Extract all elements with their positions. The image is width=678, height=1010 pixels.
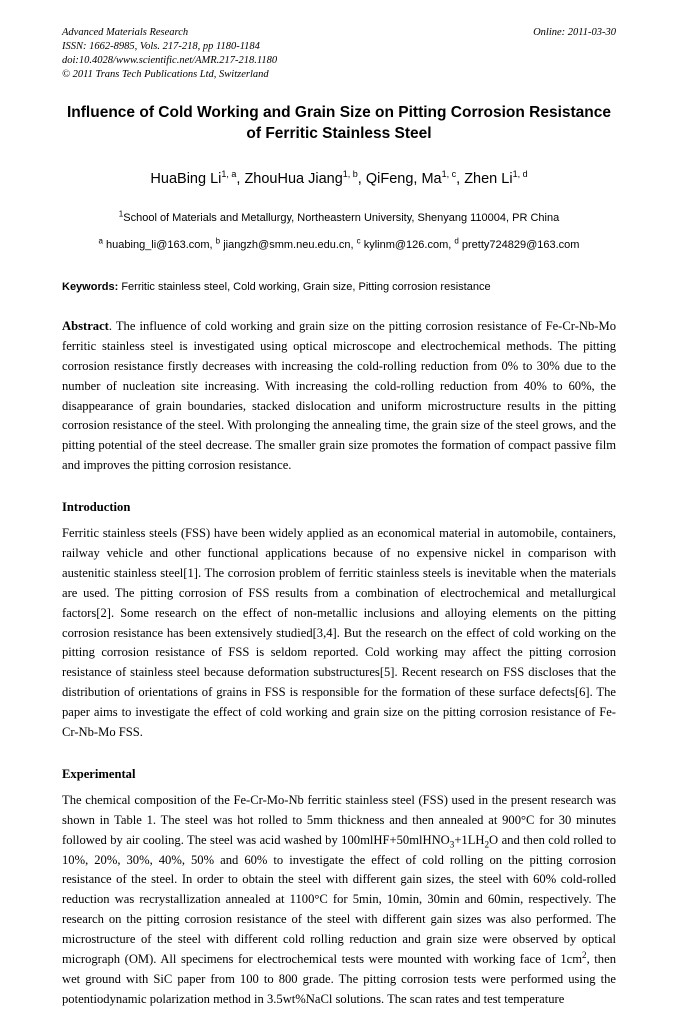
experimental-plus-2: + — [454, 832, 462, 847]
issn-line: ISSN: 1662-8985, Vols. 217-218, pp 1180-1184 — [62, 40, 260, 52]
email-2[interactable]: jiangzh@smm.neu.edu.cn, — [223, 239, 354, 252]
author-emails — [62, 237, 616, 254]
abstract-label: Abstract — [62, 318, 109, 333]
author-sep-1: , — [236, 171, 245, 188]
abstract-text: . The influence of cold working and grain size on the pitting corrosion resistance of Fe-Cr-Nb-Mo ferritic stainless steel is investigated using optical microscope and electrochemical methods. The pitting corrosion resistance firstly decreases with increasing the cold-rolling reduction from 0% to 30% due to the number of nucleation site increasing. With increasing the cold-rolling reduction from 40% to 60%, the disappearance of grain boundaries, stacked dislocation and uniform microstructure results in the pitting corrosion resistance of the steel. With prolonging the annealing time, the grain size of the steel grows, and the pitting potential of the steel decrease. The smaller grain size promotes the formation of compact passive film and improves the pitting corrosion resistance. — [62, 318, 616, 473]
experimental-text-e: , then wet ground with SiC paper from 100 to 800 grade. The pitting corrosion tests were performed using the potentiodynamic polarization method in 3.5wt%NaCl solutions. The scan rates and test temperature — [62, 952, 616, 1006]
experimental-sub-1: 3 — [449, 839, 455, 850]
journal-name: Advanced Materials Research — [62, 27, 189, 38]
author-1-name: HuaBing Li — [150, 171, 222, 188]
keywords-value: Ferritic stainless steel, Cold working, Grain size, Pitting corrosion resistance — [121, 280, 491, 293]
experimental-sup-1: 2 — [582, 949, 587, 960]
experimental-plus-1: + — [389, 832, 397, 847]
page-title: Influence of Cold Working and Grain Size on Pitting Corrosion Resistance of Ferritic Stainless Steel — [67, 104, 611, 143]
experimental-text-c: 1LH — [461, 832, 485, 847]
author-sep-2: , — [357, 171, 366, 188]
email-4-marker: d — [454, 236, 459, 246]
experimental-paragraph — [62, 791, 616, 1010]
section-heading-experimental: Experimental — [62, 766, 136, 781]
author-3-marker: 1, c — [441, 169, 457, 180]
copyright-line: © 2011 Trans Tech Publications Ltd, Switzerland — [62, 68, 269, 80]
email-1-marker: a — [98, 236, 103, 246]
author-1-marker: 1, a — [221, 169, 237, 180]
author-2-name: ZhouHua Jiang — [244, 171, 343, 188]
online-date: Online: 2011-03-30 — [533, 27, 616, 38]
section-heading-introduction: Introduction — [62, 500, 131, 515]
introduction-paragraph: Ferritic stainless steels (FSS) have been widely applied as an economical material in automobile, containers, railway vehicle and other functional applications because of no expensive nickel in comparison with austenitic stainless steel[1]. The corrosion problem of ferritic stainless steels is inevitable when the materials are used. The pitting corrosion of FSS results from a combination of electrochemical and metallurgical factors[2]. Some research on the effect of non-metallic inclusions and alloying elements on the pitting corrosion resistance has been extensively studied[3,4]. But the research on the effect of cold working on the pitting corrosion resistance of FSS is seldom reported. Cold working may affect the pitting corrosion resistance of stainless steel because deformation substructures[5]. Recent research on FSS discloses that the distribution of orientations of grains in FSS is responsible for the formation of these surface defects[6]. The paper aims to investigate the effect of cold working and grain size on the pitting corrosion resistance of Fe-Cr-Nb-Mo FSS. — [62, 526, 616, 739]
keywords-label: Keywords: — [62, 280, 119, 293]
experimental-sub-2: 2 — [484, 839, 490, 850]
keywords-line — [62, 280, 616, 295]
experimental-text-b: 50mlHNO — [396, 832, 450, 847]
email-3-marker: c — [356, 236, 361, 246]
email-3[interactable]: kylinm@126.com, — [363, 239, 452, 252]
email-1[interactable]: huabing_li@163.com, — [106, 239, 213, 252]
author-4-marker: 1, d — [512, 169, 528, 180]
abstract-block — [62, 317, 616, 476]
author-4-name: Zhen Li — [464, 171, 513, 188]
affiliation-text: School of Materials and Metallurgy, Northeastern University, Shenyang 110004, PR China — [123, 211, 560, 224]
author-3-name: QiFeng, Ma — [365, 171, 442, 188]
page-header — [62, 26, 616, 81]
doi-line: doi:10.4028/www.scientific.net/AMR.217-218.1180 — [62, 54, 278, 66]
affiliation — [62, 210, 616, 227]
experimental-text-a: The chemical composition of the Fe-Cr-Mo-Nb ferritic stainless steel (FSS) used in the present research was shown in Table 1. The steel was hot rolled to 5mm thickness and then annealed at 900°C for 30 minutes followed by air cooling. The steel was acid washed by 100mlHF — [62, 792, 616, 847]
author-sep-3: , — [456, 171, 465, 188]
author-list — [62, 169, 616, 189]
affiliation-marker: 1 — [118, 208, 124, 218]
experimental-text-d: O and then cold rolled to 10%, 20%, 30%, 40%, 50% and 60% to investigate the effect of cold rolling on the pitting corrosion resistance of the steel. In order to obtain the steel with different gain sizes, the steel with 60% cold-rolled reduction was recrystallization annealed at 1100°C for 5min, 10min, 30min and 60min, respectively. The research on the pitting corrosion resistance of the steel with different gain sizes was also performed. The microstructure of the steel with different cold rolling reduction and grain size were observed by optical micrograph (OM). All specimens for electrochemical tests were mounted with working face of 1cm — [62, 832, 616, 967]
email-4[interactable]: pretty724829@163.com — [461, 239, 580, 252]
author-2-marker: 1, b — [342, 169, 358, 180]
email-2-marker: b — [215, 236, 221, 246]
